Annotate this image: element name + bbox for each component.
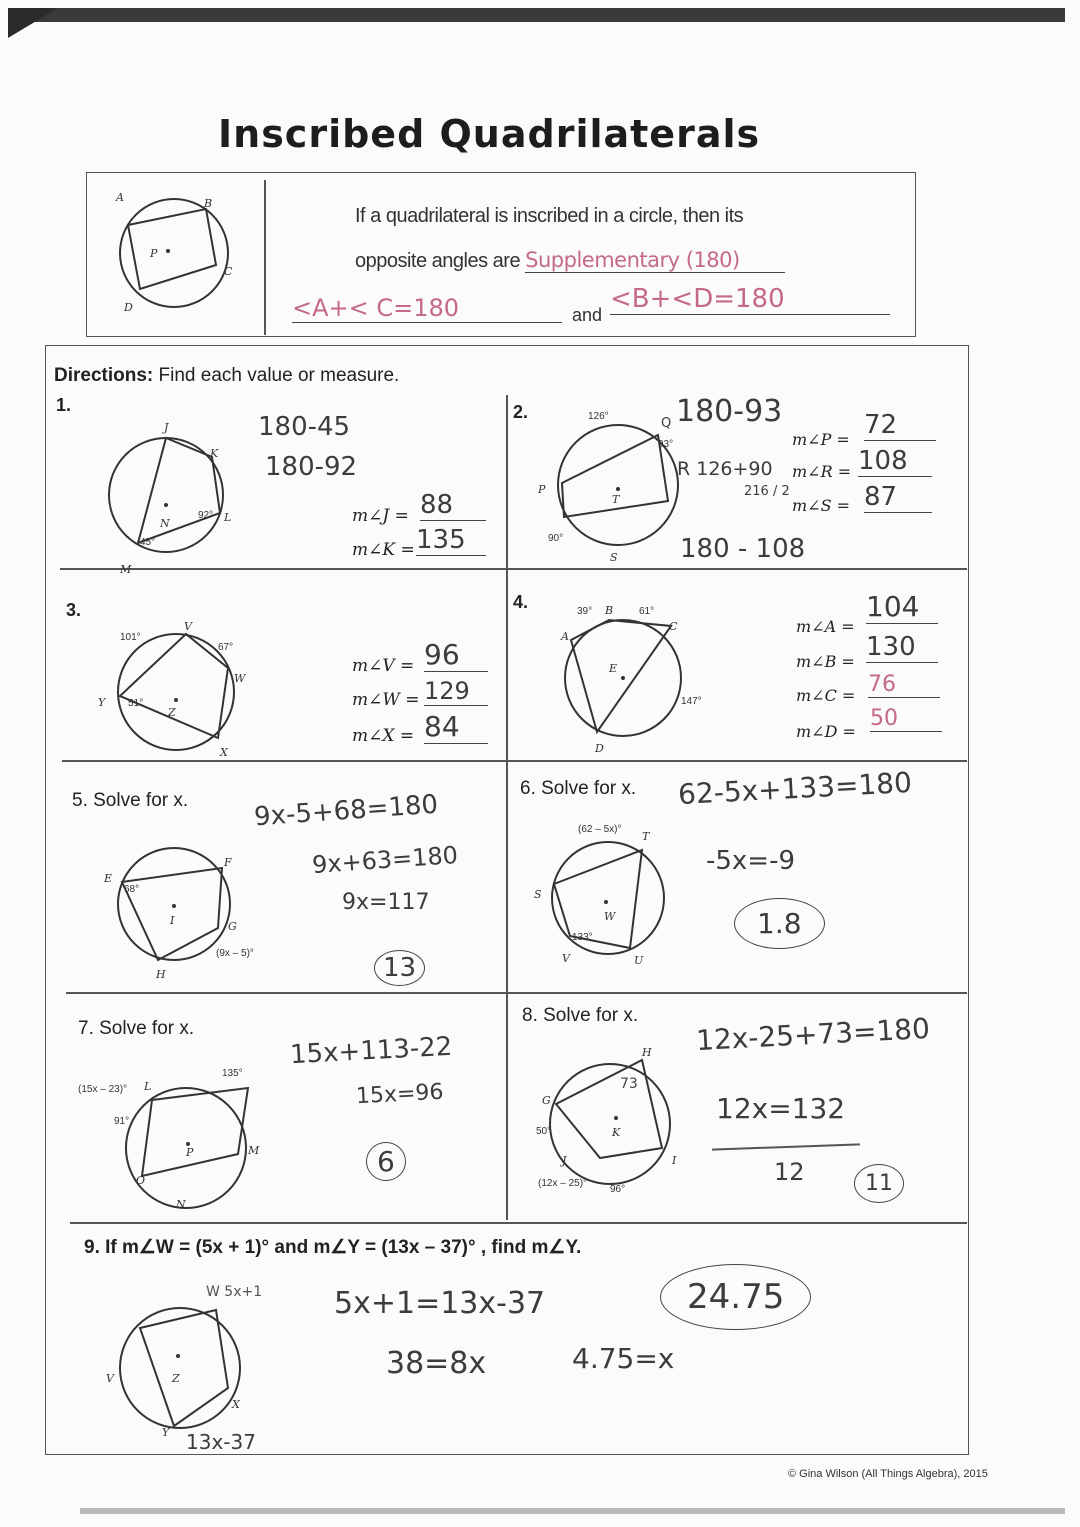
p3-label-w: W <box>234 672 246 685</box>
p1-label-l: L <box>224 511 232 524</box>
p3-answer-mv: 96 <box>424 638 488 672</box>
directions-text: Find each value or measure. <box>158 365 400 386</box>
p4-answer-ma: 104 <box>866 590 938 624</box>
p5-label-f: F <box>224 856 232 869</box>
theorem-fig-label-d: D <box>124 301 133 314</box>
p4-label-e: E <box>609 662 618 675</box>
p4-answer-mb: 130 <box>866 632 938 663</box>
p6-label-w: W <box>604 910 616 923</box>
theorem-line1: If a quadrilateral is inscribed in a circle, then its <box>355 205 744 227</box>
p1-figure <box>100 415 250 575</box>
p3-label-z: Z <box>168 706 176 719</box>
grid-vertical <box>506 395 508 1220</box>
p1-label-j: J <box>164 421 169 434</box>
p5-label-g: G <box>228 920 237 933</box>
p4-label-b: B <box>605 604 614 617</box>
p7-label-n: N <box>176 1198 186 1211</box>
p9-work-1: 5x+1=13x-37 <box>334 1286 546 1321</box>
p2-label-mp: m∠P = <box>792 430 850 449</box>
p1-work-1: 180-45 <box>258 412 351 442</box>
scan-corner <box>8 8 58 38</box>
theorem-fig-label-c: C <box>224 265 233 278</box>
directions-label: Directions: <box>54 365 154 386</box>
p2-angle-126: 126° <box>588 411 609 422</box>
p8-label-k: K <box>612 1126 621 1139</box>
p3-answer-mw: 129 <box>424 677 488 706</box>
p3-label-y: Y <box>98 696 106 709</box>
p5-label-e: E <box>104 872 113 885</box>
p8-work-3: 12 <box>774 1158 805 1186</box>
p4-label-mb: m∠B = <box>796 652 855 671</box>
p2-answer-mr: 108 <box>858 446 932 477</box>
p2-answer-ms: 87 <box>864 482 932 513</box>
p6-work-2: -5x=-9 <box>706 846 796 876</box>
p8-label-i: I <box>672 1154 677 1167</box>
p7-label-p: P <box>186 1146 194 1159</box>
p5-work-1: 9x-5+68=180 <box>253 789 439 833</box>
p9-work-w: W 5x+1 <box>206 1284 263 1300</box>
p5-answer: 13 <box>374 950 425 986</box>
p7-label-m: M <box>248 1144 260 1157</box>
p1-label-mk: m∠K = <box>352 540 415 560</box>
p2-work-q: Q <box>661 416 672 431</box>
p7-answer: 6 <box>366 1142 406 1181</box>
p3-angle-101: 101° <box>120 632 141 643</box>
p2-answer-mp: 72 <box>864 410 936 441</box>
p4-answer-mc: 76 <box>868 672 940 698</box>
p3-figure <box>98 620 258 765</box>
p6-figure <box>530 816 690 976</box>
p1-label-k: K <box>210 447 219 460</box>
theorem-answer-bd: <B+<D=180 <box>610 284 890 315</box>
p2-work-3: 216 / 2 <box>744 484 790 499</box>
p3-angle-67: 67° <box>218 642 234 653</box>
p8-figure <box>532 1040 692 1200</box>
p6-answer: 1.8 <box>734 898 825 949</box>
p9-work-2: 38=8x <box>386 1346 487 1381</box>
p6-label-t: T <box>642 830 650 843</box>
p3-label-v: V <box>184 620 192 633</box>
p9-label-y: Y <box>162 1426 170 1439</box>
p3-label-mx: m∠X = <box>352 726 415 746</box>
p7-work-2: 15x=96 <box>355 1079 445 1110</box>
p3-label-mw: m∠W = <box>352 690 420 710</box>
p4-label-a: A <box>561 630 569 643</box>
p2-label-ms: m∠S = <box>792 496 851 515</box>
theorem-answer-ac: <A+< C=180 <box>292 294 562 323</box>
p9-work-3: 4.75=x <box>572 1342 675 1375</box>
p4-label-md: m∠D = <box>796 722 856 741</box>
p1-label-n: N <box>160 517 170 530</box>
p4-angle-61: 61° <box>639 606 655 617</box>
p6-angle-133: 133° <box>572 932 593 943</box>
p7-heading: 7. Solve for x. <box>78 1018 195 1039</box>
p2-label-s: S <box>610 551 618 564</box>
p7-angle-135: 135° <box>222 1068 243 1079</box>
p1-angle-l: 92° <box>198 510 214 521</box>
copyright: © Gina Wilson (All Things Algebra), 2015 <box>788 1468 988 1480</box>
p8-label-73: 73 <box>620 1076 638 1092</box>
theorem-fig-label-p: P <box>150 247 158 260</box>
p8-answer: 11 <box>854 1164 904 1203</box>
p7-work-1: 15x+113-22 <box>289 1031 454 1071</box>
theorem-line2 <box>355 248 785 273</box>
p7-figure <box>78 1060 268 1215</box>
p4-label-d: D <box>595 742 604 755</box>
directions <box>54 365 399 387</box>
p5-work-3: 9x=117 <box>342 890 430 915</box>
p7-label-o: O <box>136 1174 146 1187</box>
p2-work-2: R 126+90 <box>677 458 773 480</box>
p9-work-y: 13x-37 <box>186 1430 256 1454</box>
theorem-fig-label-b: B <box>204 197 213 210</box>
p8-label-g: G <box>542 1094 551 1107</box>
page-title: Inscribed Quadrilaterals <box>218 112 761 156</box>
p6-label-u: U <box>634 954 644 967</box>
p8-work-2: 12x=132 <box>716 1092 846 1125</box>
p1-angle-m: 45° <box>140 537 156 548</box>
p3-answer-mx: 84 <box>424 710 488 744</box>
p5-work-2: 9x+63=180 <box>311 840 459 880</box>
p9-answer: 24.75 <box>660 1264 811 1330</box>
p5-label-h: H <box>156 968 166 981</box>
theorem-divider <box>264 180 266 335</box>
p4-label-ma: m∠A = <box>796 617 855 636</box>
p5-figure <box>100 838 280 988</box>
p8-label-h: H <box>642 1046 652 1059</box>
theorem-figure <box>100 185 260 325</box>
p6-angle-62-5x: (62 – 5x)° <box>578 824 622 835</box>
p2-angle-90: 90° <box>548 533 564 544</box>
p2-label-mr: m∠R = <box>792 462 852 481</box>
p3-label-mv: m∠V = <box>352 656 415 676</box>
p5-heading: 5. Solve for x. <box>72 790 189 811</box>
p5-label-i: I <box>170 914 175 927</box>
grid-row4 <box>70 1222 967 1224</box>
p9-label-z: Z <box>172 1372 180 1385</box>
p4-angle-39: 39° <box>577 606 593 617</box>
scan-edge-top <box>20 8 1065 22</box>
p4-answer-md: 50 <box>870 706 942 732</box>
p1-number: 1. <box>56 395 72 415</box>
p8-heading: 8. Solve for x. <box>522 1005 639 1026</box>
p2-work-1: 180-93 <box>676 394 783 429</box>
p5-angle-9x: (9x – 5)° <box>216 948 254 959</box>
p8-work-1: 12x-25+73=180 <box>695 1011 931 1058</box>
theorem-fig-label-a: A <box>116 191 124 204</box>
p1-work-2: 180-92 <box>265 452 358 482</box>
p8-angle-50: 50° <box>536 1126 552 1137</box>
p3-angle-51: 51° <box>128 698 144 709</box>
grid-row3 <box>66 992 967 994</box>
p2-angle-93: 93° <box>658 439 674 450</box>
p4-angle-147: 147° <box>681 696 702 707</box>
p7-angle-15x: (15x – 23)° <box>78 1084 128 1095</box>
theorem-line2-prefix: opposite angles are <box>355 250 521 272</box>
p7-label-l: L <box>144 1080 152 1093</box>
p5-angle-68: 68° <box>124 884 140 895</box>
p9-heading: 9. If m∠W = (5x + 1)° and m∠Y = (13x – 37)° , find m∠Y. <box>84 1237 582 1258</box>
p2-label-p: P <box>538 483 546 496</box>
p9-label-x: X <box>232 1398 240 1411</box>
p6-heading: 6. Solve for x. <box>520 778 637 799</box>
p1-answer-mk: 135 <box>416 525 486 556</box>
p2-label-t: T <box>612 493 620 506</box>
p2-number: 2. <box>513 402 529 422</box>
p7-angle-91: 91° <box>114 1116 130 1127</box>
theorem-and-label: and <box>572 305 603 325</box>
p6-work-1: 62-5x+133=180 <box>677 765 913 812</box>
p8-angle-12x: (12x – 25)° <box>538 1178 588 1189</box>
scan-edge-bottom <box>80 1508 1065 1514</box>
p8-angle-96: 96° <box>610 1184 626 1195</box>
p3-number: 3. <box>66 600 82 620</box>
p1-label-m: M <box>120 563 132 576</box>
p6-label-s: S <box>534 888 542 901</box>
theorem-answer-supplementary: Supplementary (180) <box>525 248 785 273</box>
p4-figure <box>555 600 725 755</box>
p8-label-j: J <box>562 1154 567 1167</box>
p6-label-v: V <box>562 952 570 965</box>
p4-number: 4. <box>513 592 529 612</box>
p3-label-x: X <box>220 746 228 759</box>
p1-answer-mj: 88 <box>420 490 486 521</box>
p4-label-c: C <box>669 620 678 633</box>
p1-label-mj: m∠J = <box>352 506 409 526</box>
p9-label-v: V <box>106 1372 114 1385</box>
p4-label-mc: m∠C = <box>796 686 856 705</box>
p2-work-4: 180 - 108 <box>680 534 806 564</box>
